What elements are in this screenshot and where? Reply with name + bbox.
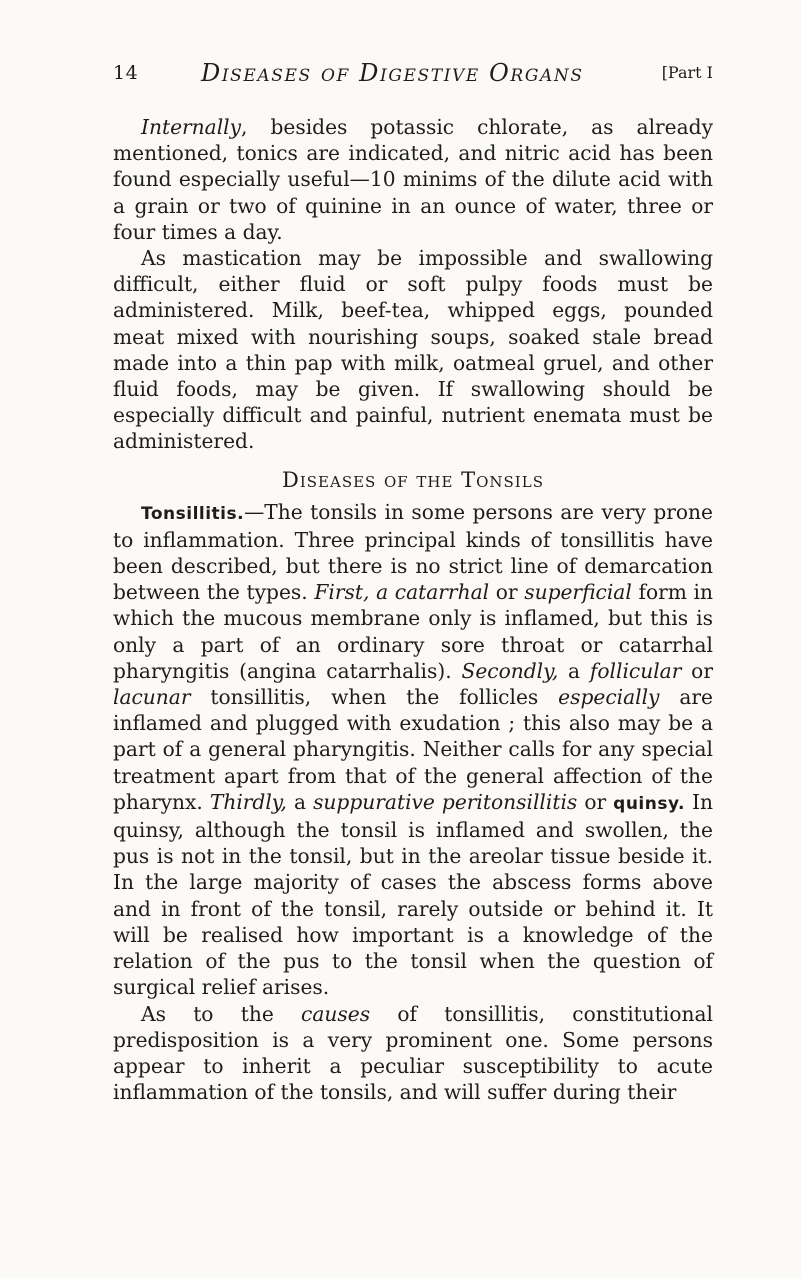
italic-internally: Internally: [141, 115, 242, 139]
italic-especially: especially: [558, 685, 660, 710]
italic-suppurative-peritonsillitis: suppurative peritonsillitis: [313, 789, 578, 814]
text-span: of tonsillitis, constitutional predisposition is a very prominent one. Some persons appear to inherit a peculiar susceptibility to acute inflammation of the tonsils, and will suffer during their: [113, 1001, 713, 1105]
section-heading: [113, 465, 713, 495]
italic-secondly: Secondly,: [461, 658, 559, 683]
text-span: or: [577, 789, 614, 814]
italic-causes: causes: [301, 1001, 371, 1026]
text-span: tonsillitis, when the follicles: [190, 685, 559, 710]
text-span: As to the: [141, 1001, 302, 1026]
page-header: [113, 59, 713, 92]
run-in-heading-tonsillitis: Tonsillitis.: [141, 503, 245, 524]
italic-superficial: superficial: [524, 580, 632, 605]
text-span: are inflamed and plugged with exudation ; this also may be a part of a general pharyngitis. Neither calls for any special treatment apart from that of the general affection of the pharynx.: [113, 685, 713, 814]
text-span: or: [489, 580, 525, 605]
text-span: —The tonsils in some persons are very prone to inflammation. Three principal kinds of tonsillitis have been described, but there is no strict line of demarcation between the types.: [113, 499, 713, 605]
section-heading-text: Diseases of the Tonsils: [282, 467, 544, 492]
text-span: form in which the mucous membrane only is inflamed, but this is only a part of an ordinary sore throat or catarrhal pharyngitis (angina catarrhalis).: [113, 580, 714, 683]
text-span: a: [558, 658, 590, 683]
page-number: 14: [113, 62, 139, 84]
paragraph-internally: [113, 114, 713, 245]
text-span: a: [286, 789, 314, 814]
italic-first: First,: [314, 580, 370, 605]
italic-follicular: follicular: [589, 658, 682, 683]
paragraph-causes: [113, 1001, 713, 1106]
book-page: [113, 59, 714, 1105]
paragraph-internally-text: , besides potassic chlorate, as already mentioned, tonics are indicated, and nitric acid has been found especially useful—10 minims of the dilute acid with a grain or two of quinine in an ounce of water, three or four times a day.: [113, 115, 713, 244]
italic-lacunar: lacunar: [113, 685, 191, 710]
running-title: Diseases of Digestive Organs: [201, 59, 584, 87]
paragraph-tonsillitis: [113, 499, 713, 1001]
italic-catarrhal: catarrhal: [394, 580, 490, 605]
part-label: [Part I: [661, 63, 713, 82]
bold-quinsy: quinsy.: [613, 793, 685, 814]
italic-a: a: [376, 580, 389, 605]
text-span: In quinsy, although the tonsil is inflamed and swollen, the pus is not in the tonsil, but in the areolar tissue beside it. In the large majority of cases the abscess forms above and in front of the tonsil, rarely outside or behind it. It will be realised how important is a knowledge of the relation of the pus to the tonsil when the question of surgical relief arises.: [113, 789, 713, 1000]
italic-thirdly: Thirdly,: [209, 789, 287, 814]
text-span: [388, 580, 395, 604]
paragraph-mastication: As mastication may be impossible and swallowing difficult, either fluid or soft pulpy foods must be administered. Milk, beef-tea, whipped eggs, pounded meat mixed with nourishing soups, soaked stale bread made into a thin pap with milk, oatmeal gruel, and other fluid foods, may be given. If swallowing should be especially difficult and painful, nutrient enemata must be administered.: [113, 246, 713, 454]
text-span: or: [681, 658, 713, 683]
